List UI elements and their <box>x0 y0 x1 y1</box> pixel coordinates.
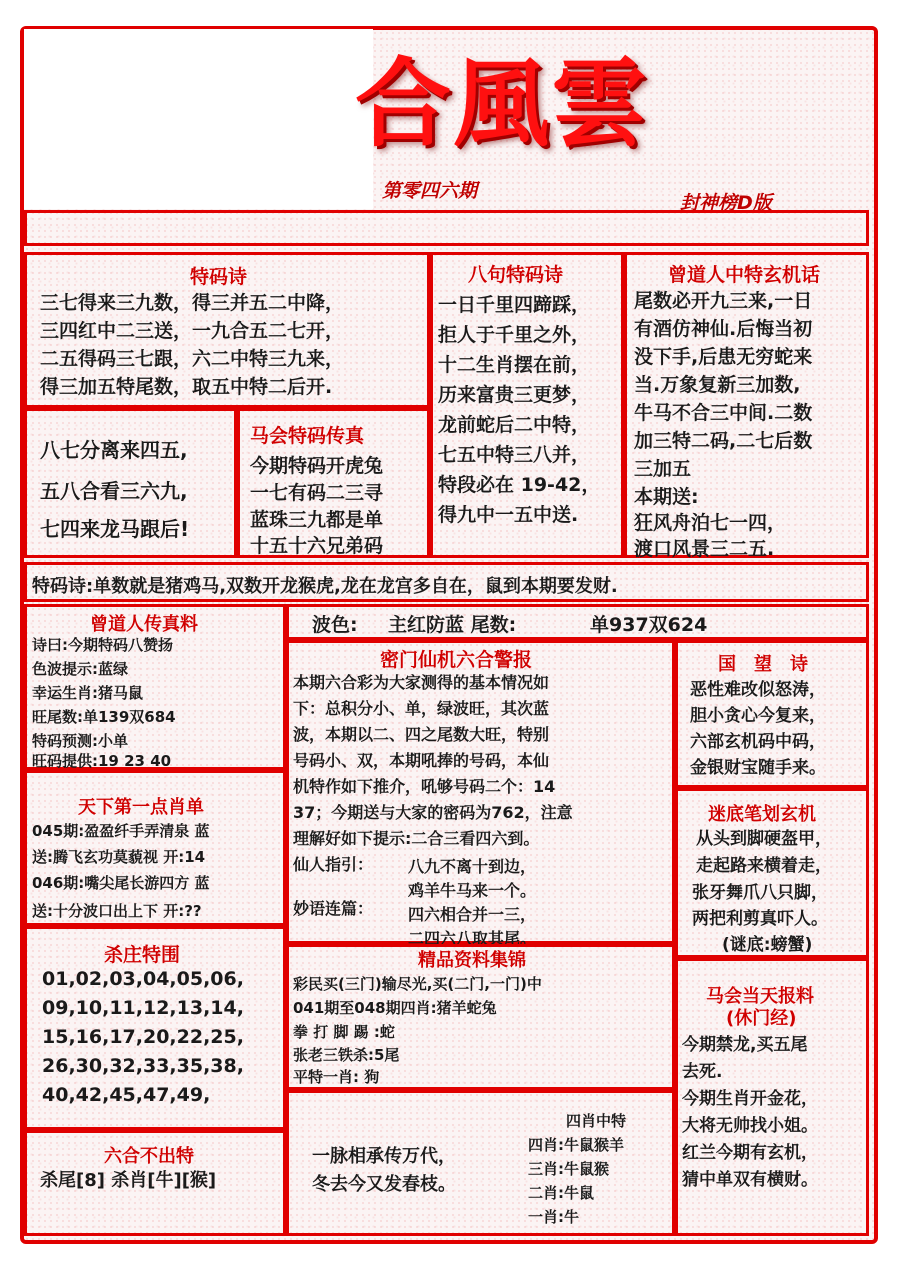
secret-title: 密门仙机六合警报 <box>380 649 533 671</box>
riddle-line: 两把利剪真吓人。 <box>692 909 828 929</box>
side-verse-line: 八七分离来四五, <box>40 438 188 462</box>
zeng-fax-line: 诗曰:今期特码八赞扬 <box>32 636 173 654</box>
wonder-line: 二四六八取其尾。 <box>408 929 537 948</box>
jingpin-line: 张老三铁杀:5尾 <box>293 1046 400 1064</box>
eight-lines-line: 龙前蛇后二中特， <box>438 414 591 436</box>
tema-poem-line: 三四红中二三送，一九合五二七开， <box>40 320 345 342</box>
wave-box <box>286 604 869 640</box>
zeng-talk-line: 加三特二码,二七后数 <box>634 430 813 452</box>
zeng-talk-line: 牛马不合三中间.二数 <box>634 402 813 424</box>
edition-label: 封神榜D版 <box>680 192 772 214</box>
zeng-fax-title: 曾道人传真料 <box>90 614 198 635</box>
eight-lines-line: 拒人于千里之外， <box>438 324 591 346</box>
four-zodiac-line: 一肖:牛 <box>528 1208 579 1226</box>
zeng-talk-line: 有酒仿神仙.后悔当初 <box>634 318 813 340</box>
mahui-fax-line: 一七有码二三寻 <box>250 482 384 504</box>
eight-lines-line: 七五中特三八并， <box>438 444 591 466</box>
guowang-line: 金银财宝随手来。 <box>690 758 826 778</box>
zeng-talk-line: 狂风舟泊七一四， <box>634 512 787 534</box>
secret-line: 理解好如下提示:二合三看四六到。 <box>293 829 540 848</box>
zeng-fax-line: 旺码提供:19 23 40 <box>32 752 172 770</box>
mahui-today-line: 红兰今期有玄机， <box>682 1143 818 1163</box>
guide-line: 八九不离十到边， <box>408 857 537 876</box>
secret-line: 本期六合彩为大家测得的基本情况如 <box>293 673 550 692</box>
zeng-fax-line: 幸运生肖:猪马鼠 <box>32 684 143 702</box>
tema-poem-title: 特码诗 <box>190 266 248 288</box>
tianxia-line: 送:十分波口出上下 开:?? <box>32 902 202 920</box>
blank-header-area <box>24 29 373 209</box>
eight-lines-line: 特段必在 19-42， <box>438 474 601 496</box>
zeng-talk-line: 渡口风景三二五. <box>634 538 775 560</box>
tianxia-line: 045期:盈盈纤手弄清泉 蓝 <box>32 822 210 840</box>
jingpin-line: 彩民买(三门)输尽光,买(二门,一门)中 <box>293 975 542 993</box>
guowang-title: 国 望 诗 <box>718 654 808 675</box>
zeng-fax-line: 特码预测:小单 <box>32 732 128 750</box>
guide-label: 仙人指引： <box>293 855 374 874</box>
eight-lines-line: 十二生肖摆在前， <box>438 354 591 376</box>
secret-line: 号码小、双，本期吼捧的号码，本仙 <box>293 751 550 770</box>
side-verse-line: 七四来龙马跟后! <box>40 517 190 541</box>
kill-line: 01,02,03,04,05,06, <box>42 968 244 990</box>
mahui-today-line: 大将无帅找小姐。 <box>682 1116 818 1136</box>
yimai-line: 一脉相承传万代， <box>312 1146 456 1167</box>
kill-line: 26,30,32,33,35,38, <box>42 1055 244 1077</box>
eight-lines-title: 八句特码诗 <box>468 264 564 286</box>
wonder-line: 四六相合并一三， <box>408 905 537 924</box>
zeng-talk-title: 曾道人中特玄机话 <box>668 264 821 286</box>
mahui-fax-title: 马会特码传真 <box>250 425 365 447</box>
riddle-title: 迷底笔划玄机 <box>708 804 816 825</box>
wave-value: 主红防蓝 尾数: <box>388 614 517 636</box>
tianxia-title: 天下第一点肖单 <box>78 797 204 818</box>
header-divider-bar <box>24 210 869 246</box>
kill-title: 杀庄特围 <box>104 944 181 966</box>
jingpin-line: 041期至048期四肖:猪羊蛇兔 <box>293 999 497 1017</box>
jingpin-line: 拳 打 脚 踢 :蛇 <box>293 1023 395 1041</box>
zeng-talk-line: 本期送: <box>634 486 699 508</box>
wonder-label: 妙语连篇： <box>293 899 374 918</box>
eight-lines-line: 历来富贵三更梦， <box>438 384 591 406</box>
mahui-today-title: 马会当天报料 <box>706 986 814 1007</box>
masthead-title: 合風雲 <box>355 47 649 160</box>
four-zodiac-title: 四肖中特 <box>566 1112 627 1130</box>
four-zodiac-line: 三肖:牛鼠猴 <box>528 1160 609 1178</box>
jingpin-line: 平特一肖: 狗 <box>293 1068 380 1086</box>
four-zodiac-line: 四肖:牛鼠猴羊 <box>528 1136 624 1154</box>
riddle-line: 走起路来横着走， <box>696 856 832 876</box>
tianxia-line: 046期:嘴尖尾长游四方 蓝 <box>32 874 210 892</box>
zeng-fax-line: 色波提示:蓝绿 <box>32 660 128 678</box>
kill-line: 15,16,17,20,22,25, <box>42 1026 244 1048</box>
banner-text: 特码诗:单数就是猪鸡马,双数开龙猴虎,龙在龙宫多自在，鼠到本期要发财. <box>32 576 618 597</box>
mahui-today-line: 猜中单双有横财。 <box>682 1170 818 1190</box>
yimai-line: 冬去今又发春枝。 <box>312 1174 456 1195</box>
mahui-today-subtitle: (休门经) <box>726 1008 797 1029</box>
riddle-line: 从头到脚硬盔甲， <box>696 829 832 849</box>
guide-line: 鸡羊牛马来一个。 <box>408 881 537 900</box>
tema-poem-line: 三七得来三九数，得三并五二中降， <box>40 292 345 314</box>
secret-line: 下：总积分小、单，绿波旺，其次蓝 <box>293 699 550 718</box>
zeng-talk-line: 三加五 <box>634 458 692 480</box>
issue-number: 第零四六期 <box>382 180 478 202</box>
four-zodiac-line: 二肖:牛鼠 <box>528 1184 594 1202</box>
mahui-fax-line: 十五十六兄弟码 <box>250 535 384 557</box>
riddle-line: 张牙舞爪八只脚， <box>692 883 828 903</box>
side-verse-line: 五八合看三六九, <box>40 479 188 503</box>
mahui-today-line: 今期生肖开金花， <box>682 1089 818 1109</box>
wave-tail: 单937双624 <box>590 614 708 636</box>
secret-line: 37；今期送与大家的密码为762，注意 <box>293 803 573 822</box>
kill-line: 09,10,11,12,13,14, <box>42 997 244 1019</box>
mahui-today-line: 今期禁龙,买五尾 <box>682 1035 808 1055</box>
zeng-talk-line: 没下手,后患无穷蛇来 <box>634 346 813 368</box>
wave-label: 波色: <box>312 614 358 636</box>
tema-poem-line: 二五得码三七跟，六二中特三九来， <box>40 348 345 370</box>
tema-poem-line: 得三加五特尾数，取五中特二后开. <box>40 376 333 398</box>
secret-line: 波，本期以二、四之尾数大旺，特别 <box>293 725 550 744</box>
eight-lines-line: 得九中一五中送. <box>438 504 579 526</box>
mahui-fax-line: 今期特码开虎兔 <box>250 455 384 477</box>
kill-line: 40,42,45,47,49, <box>42 1084 211 1106</box>
zeng-talk-line: 当.万象复新三加数, <box>634 374 801 396</box>
guowang-line: 胆小贪心今复来， <box>690 706 826 726</box>
zeng-talk-line: 尾数必开九三来,一日 <box>634 290 813 312</box>
riddle-answer: (谜底:螃蟹) <box>722 935 813 955</box>
jingpin-title: 精品资料集锦 <box>418 950 526 971</box>
secret-line: 机特作如下推介，吼够号码二个：14 <box>293 777 556 796</box>
zeng-fax-line: 旺尾数:单139双684 <box>32 708 176 726</box>
mahui-today-line: 去死. <box>682 1062 723 1082</box>
liuhe-line: 杀尾[8] 杀肖[牛][猴] <box>40 1170 217 1191</box>
tianxia-line: 送:腾飞玄功莫藐视 开:14 <box>32 848 206 866</box>
liuhe-title: 六合不出特 <box>104 1146 194 1167</box>
guowang-line: 六部玄机码中码， <box>690 732 826 752</box>
guowang-line: 恶性难改似怒涛， <box>690 680 826 700</box>
mahui-fax-line: 蓝珠三九都是单 <box>250 509 384 531</box>
eight-lines-line: 一日千里四蹄踩， <box>438 294 591 316</box>
